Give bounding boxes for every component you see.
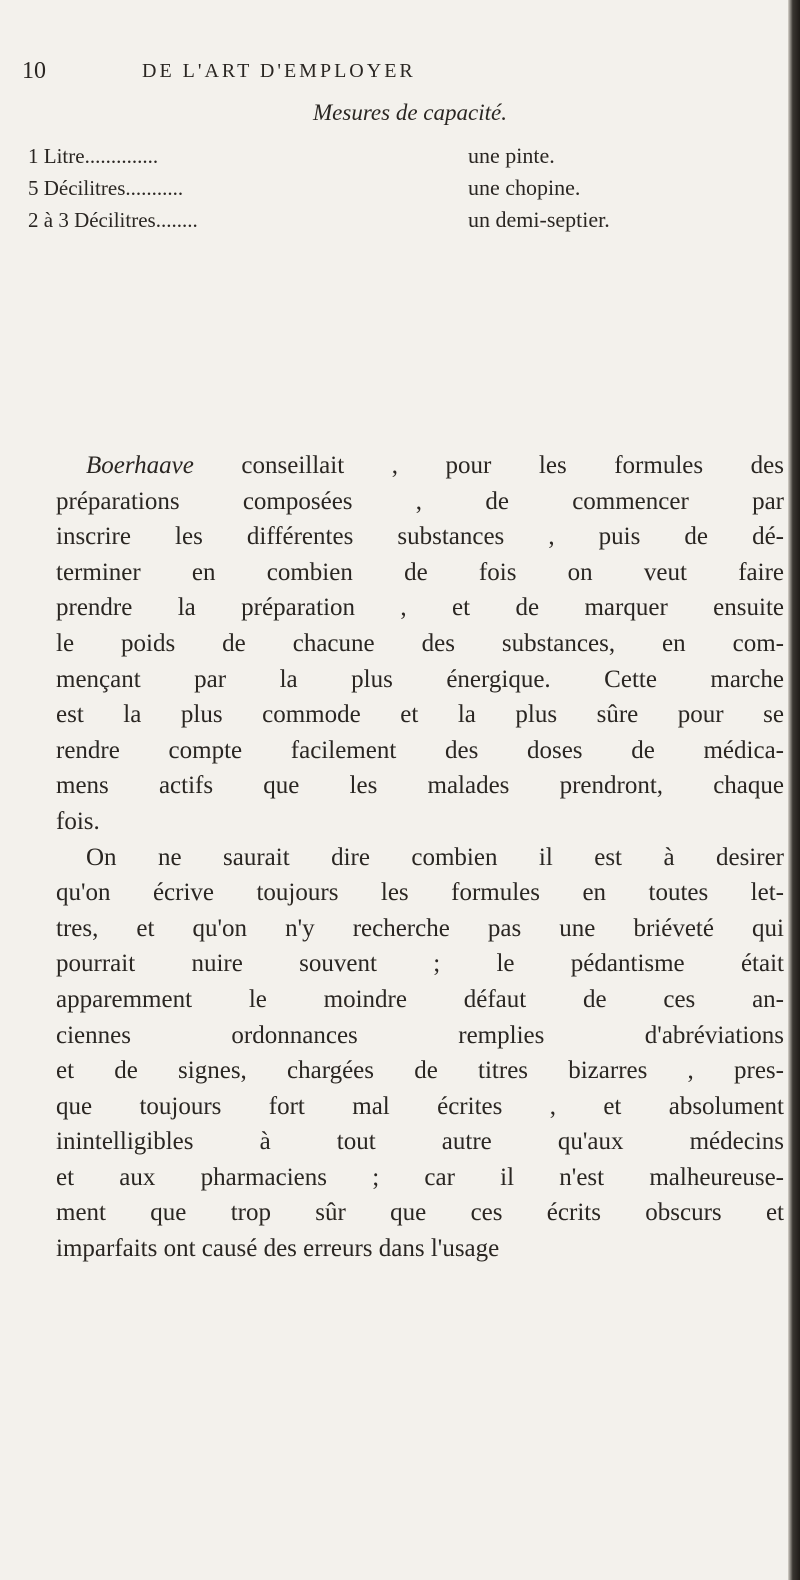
measure-row xyxy=(28,204,748,236)
paragraph-line: rendre compte facilement des doses de médica- xyxy=(56,736,784,764)
paragraph-line: mens actifs que les malades prendront, chaque xyxy=(56,772,784,800)
measures-table xyxy=(28,140,748,236)
paragraph-line: que toujours fort mal écrites , et absolument xyxy=(56,1092,784,1120)
page-number: 10 xyxy=(22,58,46,84)
paragraph-line: mençant par la plus énergique. Cette marche xyxy=(56,665,784,693)
page-edge xyxy=(788,0,800,1580)
measure-row xyxy=(28,172,748,204)
paragraph-line: ciennes ordonnances remplies d'abréviations xyxy=(56,1021,784,1049)
paragraph-line: ment que trop sûr que ces écrits obscurs et xyxy=(56,1199,784,1227)
running-header xyxy=(22,58,762,88)
paragraph-line: On ne saurait dire combien il est à desirer xyxy=(86,843,784,871)
paragraph-line: qu'on écrive toujours les formules en toutes let- xyxy=(56,879,784,907)
paragraph-line: est la plus commode et la plus sûre pour se xyxy=(56,701,784,729)
leader-dots: ........ xyxy=(155,208,198,232)
paragraph-line: prendre la préparation , et de marquer ensuite xyxy=(56,594,784,622)
measure-unit: 2 à 3 Décilitres xyxy=(28,208,156,232)
paragraph-line: inintelligibles à tout autre qu'aux médecins xyxy=(56,1128,784,1156)
leader-dots: .............. xyxy=(84,144,159,168)
paragraph-line xyxy=(56,448,784,484)
measure-equivalent: un demi-septier. xyxy=(468,207,610,232)
measure-equivalent: une pinte. xyxy=(468,143,555,168)
body-text xyxy=(56,448,784,1267)
paragraph-line: et de signes, chargées de titres bizarres , pres- xyxy=(56,1057,784,1085)
paragraph-line: terminer en combien de fois on veut faire xyxy=(56,558,784,586)
paragraph-line: et aux pharmaciens ; car il n'est malheureuse- xyxy=(56,1163,784,1191)
measure-equivalent: une chopine. xyxy=(468,175,581,200)
running-title: DE L'ART D'EMPLOYER xyxy=(142,60,416,82)
leader-dots: ........... xyxy=(125,176,184,200)
paragraph-line: préparations composées , de commencer par xyxy=(56,487,784,515)
measure-row xyxy=(28,140,748,172)
line-text: conseillait , pour les formules des xyxy=(193,452,784,479)
measure-unit: 5 Décilitres xyxy=(28,176,126,200)
paragraph-line: le poids de chacune des substances, en com- xyxy=(56,629,784,657)
section-title: Mesures de capacité. xyxy=(313,100,507,125)
paragraph-line: inscrire les différentes substances , puis de dé- xyxy=(56,523,784,551)
author-name: Boerhaave xyxy=(86,452,194,479)
paragraph-line: fois. xyxy=(56,807,100,835)
paragraph-line: apparemment le moindre défaut de ces an- xyxy=(56,985,784,1013)
measure-unit: 1 Litre xyxy=(28,144,85,168)
paragraph-line: imparfaits ont causé des erreurs dans l'usage xyxy=(56,1235,500,1263)
paragraph-line: tres, et qu'on n'y recherche pas une briéveté qui xyxy=(56,914,784,942)
paragraph-line: pourrait nuire souvent ; le pédantisme était xyxy=(56,950,784,978)
